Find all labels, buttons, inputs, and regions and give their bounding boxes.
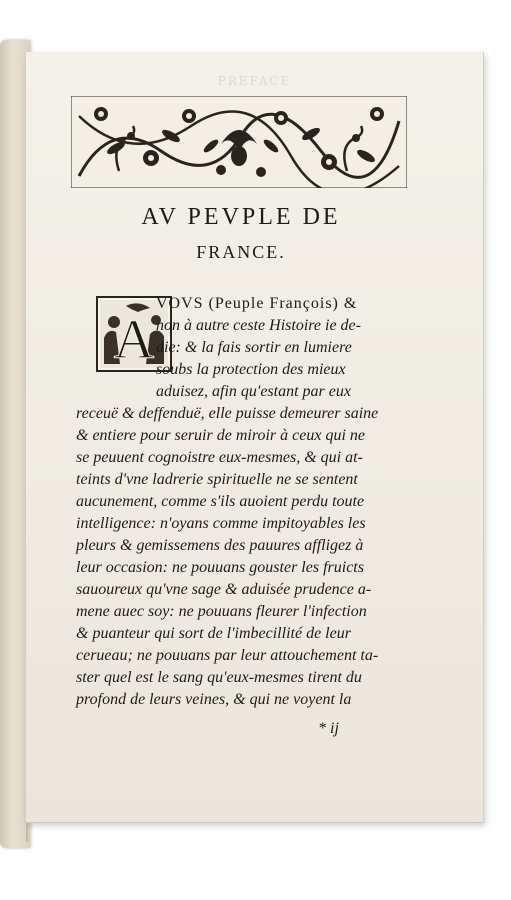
text-line: die: & la fais sortir en lumiere — [156, 339, 352, 356]
text-line: cerueau; ne pouuans par leur attouchement ta- — [76, 647, 379, 664]
show-through-text: PREFACE — [217, 74, 292, 88]
text-line: ster quel est le sang qu'eux-mesmes tirent du — [76, 669, 362, 686]
initial-letter: A — [113, 309, 155, 371]
signature-mark: * ij — [318, 720, 339, 737]
text-line: profond de leurs veines, & qui ne voyent la — [76, 691, 352, 708]
page-subtitle: FRANCE. — [196, 242, 286, 262]
floral-headpiece-ornament-icon — [71, 96, 407, 188]
text-line: leur occasion: ne pouuans gouster les fruicts — [76, 559, 364, 576]
text-line: mene auec soy: ne pouuans fleurer l'infection — [76, 603, 367, 620]
book-page — [26, 52, 484, 823]
page-title: AV PEVPLE DE — [141, 204, 341, 230]
text-line: soubs la protection des mieux — [156, 361, 346, 378]
text-line: pleurs & gemissemens des pauures affligez à — [76, 537, 364, 554]
text-line: receuë & deffenduë, elle puisse demeurer saine — [76, 405, 379, 422]
text-line: teints d'vne ladrerie spirituelle ne se sentent — [76, 471, 358, 488]
text-line: non à autre ceste Histoire ie de- — [156, 317, 361, 334]
text-line: intelligence: n'oyans comme impitoyables les — [76, 515, 366, 532]
text-line: & puanteur qui sort de l'imbecillité de leur — [76, 625, 351, 642]
text-line: VOVS (Peuple François) & — [156, 295, 358, 312]
text-line: aucunement, comme s'ils auoient perdu toute — [76, 493, 365, 510]
text-line: sauoureux qu'vne sage & aduisée prudence a- — [76, 581, 372, 598]
text-line: aduisez, afin qu'estant par eux — [156, 383, 351, 400]
text-line: & entiere pour seruir de miroir à ceux qui ne — [76, 427, 365, 444]
text-line: se peuuent cognoistre eux-mesmes, & qui at- — [76, 449, 363, 466]
